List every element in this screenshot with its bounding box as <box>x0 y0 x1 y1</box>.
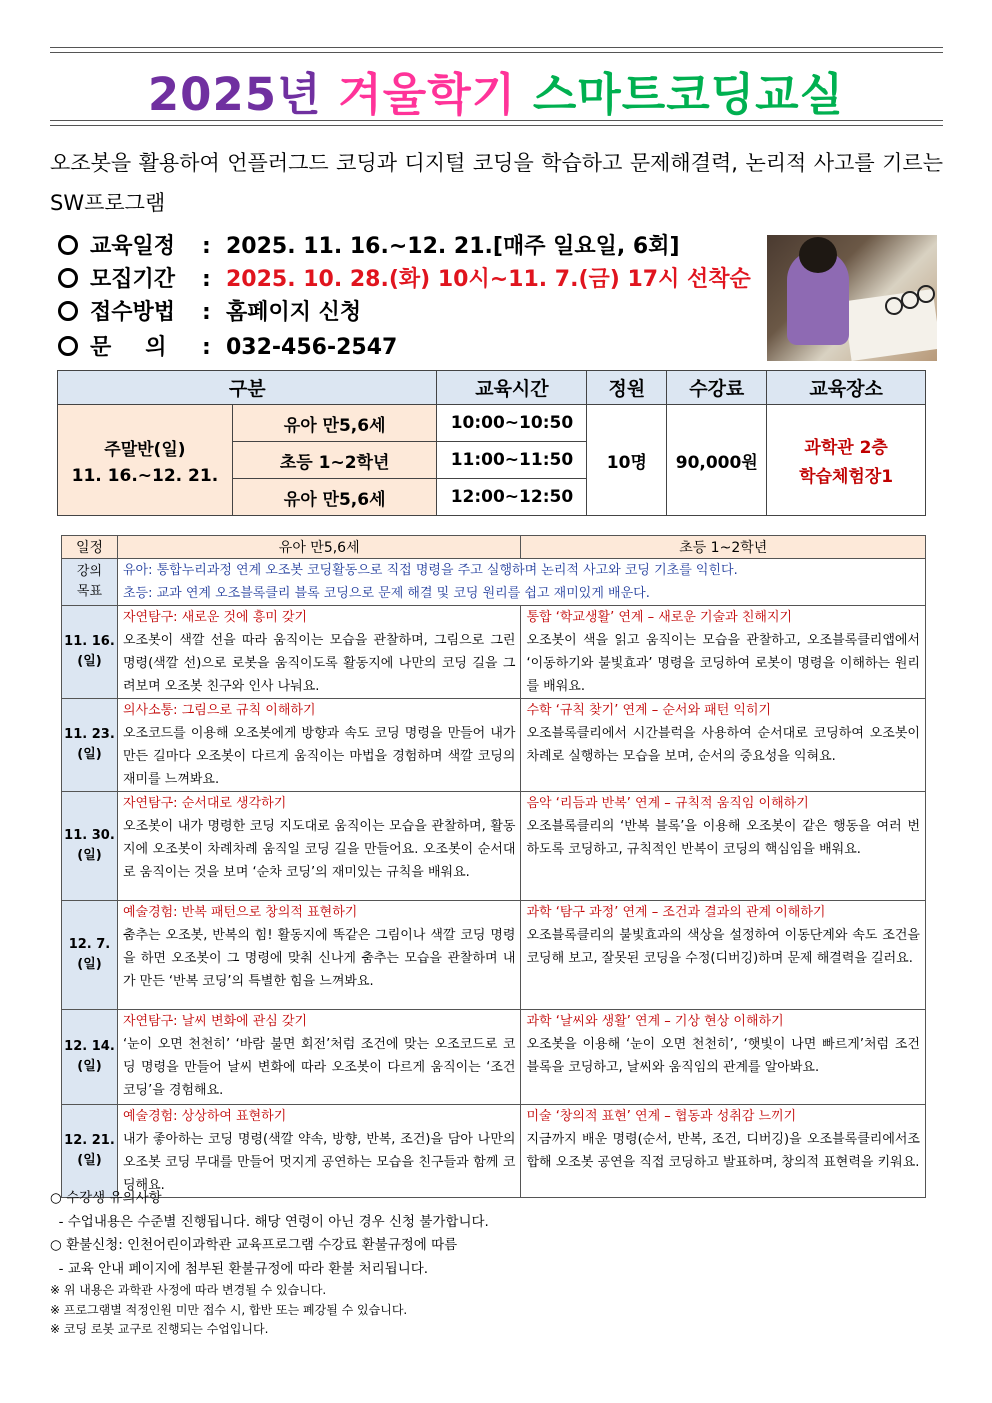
kinder-body: 오조봇이 색깔 선을 따라 움직이는 모습을 관찰하며, 그림으로 그린 명령(색깔 선)으로 로봇을 움직이도록 활동지에 나만의 코딩 길을 그려보며 오조봇 친구와 인사 나눠요. <box>122 633 516 694</box>
elem-title: 미술 ‘창의적 표현’ 연계 – 협동과 성취감 느끼기 <box>526 1109 797 1124</box>
kinder-body: 내가 좋아하는 코딩 명령(색깔 약속, 방향, 반복, 조건)을 담아 나만의 오조봇 코딩 무대를 만들어 멋지게 공연하는 모습을 친구들과 함께 코딩해요. <box>122 1132 516 1193</box>
session-day: (일) <box>77 848 102 863</box>
elem-cell <box>521 792 926 901</box>
session-row <box>62 1010 926 1105</box>
photo-head <box>799 237 837 273</box>
info-label: 교육일정 <box>90 234 176 259</box>
group-cell: 유아 만5,6세 <box>232 479 437 516</box>
elem-body: 지금까지 배운 명령(순서, 반복, 조건, 디버깅)을 오조블록클리에서조합해 오조봇 공연을 직접 코딩하고 발표하며, 창의적 표현력을 키워요. <box>526 1132 920 1170</box>
kinder-body: ‘눈이 오면 천천히’ ‘바람 불면 회전’처럼 조건에 맞는 오조코드로 코딩 명령을 만들어 날씨 변화에 따라 오조봇이 다르게 움직이는 ‘조건 코딩’을 경험해요. <box>122 1037 516 1098</box>
title-program: 스마트코딩교실 <box>532 68 845 121</box>
header-elem: 초등 1~2학년 <box>521 536 926 559</box>
goal-kinder: 유아: 통합누리과정 연계 오조봇 코딩활동으로 직접 명령을 주고 실행하며 논리적 사고와 코딩 기초를 익힌다. <box>122 563 738 578</box>
goal-label-line: 강의 <box>76 564 103 579</box>
session-date-cell <box>62 1105 118 1198</box>
group-cell: 초등 1~2학년 <box>232 442 437 479</box>
header-capacity: 정원 <box>587 371 667 405</box>
curriculum-header-row <box>62 536 926 559</box>
info-label: 접수방법 <box>90 300 176 325</box>
session-row <box>62 1105 926 1198</box>
place-line: 과학관 2층 <box>804 438 888 458</box>
goal-row <box>62 559 926 606</box>
elem-body: 오조봇이 색을 읽고 움직이는 모습을 관찰하고, 오조블록클리앱에서 ‘이동하기와 불빛효과’ 명령을 코딩하여 로봇이 명령을 이해하는 원리를 배워요. <box>526 633 920 694</box>
kinder-cell <box>117 1105 521 1198</box>
group-cell: 유아 만5,6세 <box>232 405 437 442</box>
elem-title: 통합 ‘학교생활’ 연계 – 새로운 기술과 친해지기 <box>526 610 793 625</box>
kinder-title: 자연탐구: 날씨 변화에 관심 갖기 <box>122 1014 308 1029</box>
elem-title: 수학 ‘규칙 찾기’ 연계 – 순서와 패턴 익히기 <box>526 703 772 718</box>
elem-body: 오조블록클리의 ‘반복 블록’을 이용해 오조봇이 같은 행동을 여러 번 하도록 코딩하고, 규칙적인 반복이 코딩의 핵심임을 배워요. <box>526 819 920 857</box>
session-row <box>62 901 926 1010</box>
info-value: 홈페이지 신청 <box>226 300 362 325</box>
class-name: 주말반(일) <box>104 439 186 460</box>
info-value: 2025. 11. 16.~12. 21.[매주 일요일, 6회] <box>226 234 680 259</box>
goal-label <box>62 559 118 606</box>
kinder-cell <box>117 1010 521 1105</box>
circle-bullet-icon <box>58 235 78 255</box>
circle-bullet-icon <box>58 336 78 356</box>
elem-body: 오조봇을 이용해 ‘눈이 오면 천천히’, ‘햇빛이 나면 빠르게’처럼 조건 블록을 코딩하고, 날씨와 움직임의 관계를 알아봐요. <box>526 1037 920 1075</box>
session-row <box>62 699 926 792</box>
info-contact: 문의: 032-456-2547 <box>58 332 397 364</box>
kinder-title: 예술경험: 반복 패턴으로 창의적 표현하기 <box>122 905 358 920</box>
session-day: (일) <box>77 957 102 972</box>
info-label: 문의 <box>90 335 201 360</box>
session-date: 12. 7. <box>68 937 111 952</box>
circle-bullet-icon <box>58 268 78 288</box>
footnote-line: ※ 위 내용은 과학관 사정에 따라 변경될 수 있습니다. <box>50 1283 327 1297</box>
goal-cell <box>117 559 925 606</box>
session-row <box>62 792 926 901</box>
session-date-cell <box>62 1010 118 1105</box>
session-day: (일) <box>77 1153 102 1168</box>
header-kinder: 유아 만5,6세 <box>117 536 521 559</box>
kinder-title: 예술경험: 상상하여 표현하기 <box>122 1109 287 1124</box>
top-rule <box>50 52 943 53</box>
session-row <box>62 606 926 699</box>
info-value: 2025. 10. 28.(화) 10시~11. 7.(금) 17시 선착순 <box>226 267 751 292</box>
fee-cell: 90,000원 <box>667 405 767 516</box>
session-date-cell <box>62 901 118 1010</box>
time-cell: 12:00~12:50 <box>437 479 587 516</box>
page-title <box>0 58 992 123</box>
kinder-cell <box>117 699 521 792</box>
elem-title: 과학 ‘날씨와 생활’ 연계 – 기상 현상 이해하기 <box>526 1014 784 1029</box>
schedule-table <box>57 370 926 516</box>
time-cell: 10:00~10:50 <box>437 405 587 442</box>
schedule-header-row <box>58 371 926 405</box>
top-rule <box>50 47 943 48</box>
session-day: (일) <box>77 1059 102 1074</box>
intro-text: 오조봇을 활용하여 언플러그드 코딩과 디지털 코딩을 학습하고 문제해결력, 논리적 사고를 기르는 SW프로그램 <box>50 151 943 215</box>
session-date-cell <box>62 792 118 901</box>
note-line: - 교육 안내 페이지에 첨부된 환불규정에 따라 환불 처리됩니다. <box>50 1260 429 1277</box>
info-schedule: 교육일정 : 2025. 11. 16.~12. 21.[매주 일요일, 6회] <box>58 231 680 263</box>
class-period: 11. 16.~12. 21. <box>71 465 219 486</box>
class-name-cell <box>58 405 233 516</box>
place-line: 학습체험장1 <box>799 467 894 487</box>
class-photo <box>767 235 937 361</box>
elem-cell <box>521 606 926 699</box>
goal-label-line: 목표 <box>76 584 103 599</box>
kinder-body: 오조봇이 내가 명령한 코딩 지도대로 움직이는 모습을 관찰하며, 활동지에 오조봇이 차례차례 움직일 코딩 길을 만들어요. 오조봇이 순서대로 움직이는 것을 보며 ‘순차 코딩’의 재미있는 규칙을 배워요. <box>122 819 516 880</box>
header-date: 일정 <box>62 536 118 559</box>
elem-body: 오조블록클리에서 시간블럭을 사용하여 순서대로 코딩하여 오조봇이 차례로 실행하는 모습을 보며, 순서의 중요성을 익혀요. <box>526 726 920 764</box>
header-time: 교육시간 <box>437 371 587 405</box>
title-season: 겨울학기 <box>338 68 517 121</box>
header-category: 구분 <box>58 371 437 405</box>
elem-cell <box>521 699 926 792</box>
footnote-line: ※ 코딩 로봇 교구로 진행되는 수업입니다. <box>50 1322 269 1336</box>
elem-cell <box>521 901 926 1010</box>
note-line: ○ 수강생 유의사항 <box>50 1190 162 1206</box>
kinder-cell <box>117 901 521 1010</box>
elem-cell <box>521 1105 926 1198</box>
schedule-row <box>58 405 926 442</box>
session-day: (일) <box>77 747 102 762</box>
time-cell: 11:00~11:50 <box>437 442 587 479</box>
kinder-title: 의사소통: 그림으로 규칙 이해하기 <box>122 703 316 718</box>
kinder-title: 자연탐구: 순서대로 생각하기 <box>122 796 287 811</box>
session-date: 12. 21. <box>64 1133 115 1148</box>
kinder-cell <box>117 606 521 699</box>
kinder-cell <box>117 792 521 901</box>
session-date: 11. 16. <box>64 634 115 649</box>
header-fee: 수강료 <box>667 371 767 405</box>
elem-body: 오조블록클리의 불빛효과의 색상을 설정하여 이동단계와 속도 조건을 코딩해 보고, 잘못된 코딩을 수정(디버깅)하며 문제 해결력을 길러요. <box>526 928 920 966</box>
elem-cell <box>521 1010 926 1105</box>
capacity-cell: 10명 <box>587 405 667 516</box>
session-date: 11. 30. <box>64 828 115 843</box>
title-rule <box>50 120 943 121</box>
elem-title: 과학 ‘탐구 과정’ 연계 – 조건과 결과의 관계 이해하기 <box>526 905 826 920</box>
goal-elem: 초등: 교과 연계 오조블록클리 블록 코딩으로 문제 해결 및 코딩 원리를 쉽고 재미있게 배운다. <box>122 586 650 601</box>
session-date: 12. 14. <box>64 1039 115 1054</box>
info-label: 모집기간 <box>90 267 176 292</box>
kinder-body: 오조코드를 이용해 오조봇에게 방향과 속도 코딩 명령을 만들어 내가 만든 길마다 오조봇이 다르게 움직이는 마법을 경험하며 색깔 코딩의 재미를 느껴봐요. <box>122 726 516 787</box>
session-date: 11. 23. <box>64 727 115 742</box>
note-line: - 수업내용은 수준별 진행됩니다. 해당 연령이 아닌 경우 신청 불가합니다. <box>50 1213 489 1230</box>
kinder-body: 춤추는 오조봇, 반복의 힘! 활동지에 똑같은 그림이나 색깔 코딩 명령을 하면 오조봇이 그 명령에 맞춰 신나게 춤추는 모습을 관찰하며 내가 만든 ‘반복 코딩’의 특별한 힘을 느껴봐요. <box>122 928 516 989</box>
info-recruit: 모집기간 : 2025. 10. 28.(화) 10시~11. 7.(금) 17시 선착순 <box>58 264 751 296</box>
note-line: ○ 환불신청: 인천어린이과학관 교육프로그램 수강료 환불규정에 따름 <box>50 1237 458 1253</box>
place-cell <box>767 405 926 516</box>
session-day: (일) <box>77 654 102 669</box>
footnote-line: ※ 프로그램별 적정인원 미만 접수 시, 합반 또는 폐강될 수 있습니다. <box>50 1302 408 1317</box>
circle-bullet-icon <box>58 301 78 321</box>
curriculum-table <box>61 535 926 1198</box>
kinder-title: 자연탐구: 새로운 것에 흥미 갖기 <box>122 610 308 625</box>
title-rule <box>50 125 943 126</box>
session-date-cell <box>62 699 118 792</box>
title-year: 2025년 <box>147 68 322 121</box>
session-date-cell <box>62 606 118 699</box>
info-apply: 접수방법 : 홈페이지 신청 <box>58 297 361 329</box>
info-value: 032-456-2547 <box>226 335 398 360</box>
photo-drawing <box>917 285 935 303</box>
elem-title: 음악 ‘리듬과 반복’ 연계 – 규칙적 움직임 이해하기 <box>526 796 809 811</box>
header-place: 교육장소 <box>767 371 926 405</box>
notes-section <box>50 1187 943 1340</box>
